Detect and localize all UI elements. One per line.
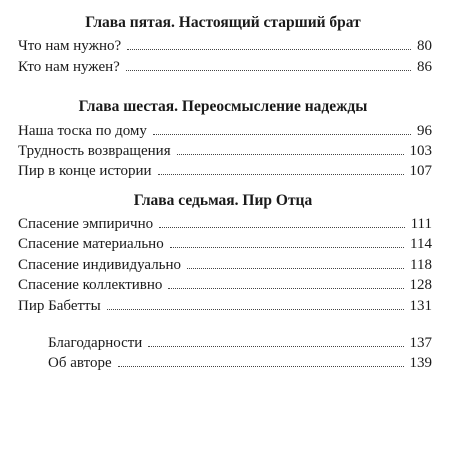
toc-entry-label: Трудность возвращения bbox=[18, 143, 171, 159]
dot-leader bbox=[187, 268, 404, 269]
toc-entry-page: 128 bbox=[409, 277, 432, 293]
dot-leader bbox=[118, 366, 404, 367]
toc-entry-page: 96 bbox=[417, 123, 432, 139]
toc-entry-page: 118 bbox=[410, 257, 432, 273]
dot-leader bbox=[148, 346, 403, 347]
toc-entry[interactable] bbox=[18, 36, 432, 56]
toc-entry-label: Спасение материально bbox=[18, 236, 164, 252]
toc-entry[interactable] bbox=[18, 161, 432, 181]
chapter-title: Глава шестая. Переосмысление надежды bbox=[78, 98, 368, 115]
toc-entry-page: 103 bbox=[409, 143, 432, 159]
toc-entry-label: Спасение эмпирично bbox=[18, 216, 154, 232]
dot-leader bbox=[153, 134, 411, 135]
toc-entry-label: Что нам нужно? bbox=[18, 38, 122, 54]
toc-entry-label: Пир Бабетты bbox=[18, 298, 101, 314]
chapter-title: Глава седьмая. Пир Отца bbox=[133, 192, 313, 209]
toc-entry-page: 114 bbox=[410, 236, 432, 252]
dot-leader bbox=[126, 70, 411, 71]
toc-entry-back-matter[interactable] bbox=[48, 353, 432, 373]
dot-leader bbox=[158, 174, 404, 175]
toc-entry-back-matter[interactable] bbox=[48, 333, 432, 353]
toc-entry[interactable] bbox=[18, 121, 432, 141]
dot-leader bbox=[127, 49, 411, 50]
toc-entry-label: Спасение индивидуально bbox=[18, 257, 182, 273]
chapter-title: Глава пятая. Настоящий старший брат bbox=[85, 14, 361, 31]
toc-entry[interactable] bbox=[18, 141, 432, 161]
toc-entry-label: Наша тоска по дому bbox=[18, 123, 147, 139]
toc-entry-page: 111 bbox=[410, 216, 432, 232]
toc-entry-label: Об авторе bbox=[48, 355, 112, 371]
toc-entry-page: 131 bbox=[409, 298, 432, 314]
toc-entry-label: Пир в конце истории bbox=[18, 163, 152, 179]
toc-entry-page: 137 bbox=[409, 335, 432, 351]
toc-entry[interactable] bbox=[18, 275, 432, 295]
toc-entry[interactable] bbox=[18, 57, 432, 77]
toc-entry-page: 86 bbox=[417, 59, 432, 75]
toc-entry-label: Спасение коллективно bbox=[18, 277, 163, 293]
toc-entry-page: 80 bbox=[417, 38, 432, 54]
dot-leader bbox=[107, 309, 404, 310]
toc-entry[interactable] bbox=[18, 296, 432, 316]
toc-entry[interactable] bbox=[18, 214, 432, 234]
toc-entry-page: 139 bbox=[409, 355, 432, 371]
dot-leader bbox=[168, 288, 403, 289]
dot-leader bbox=[177, 154, 404, 155]
dot-leader bbox=[159, 227, 405, 228]
toc-entry-label: Благодарности bbox=[48, 335, 143, 351]
toc-entry-page: 107 bbox=[409, 163, 432, 179]
toc-entry[interactable] bbox=[18, 255, 432, 275]
toc-entry[interactable] bbox=[18, 234, 432, 254]
dot-leader bbox=[170, 247, 404, 248]
toc-entry-label: Кто нам нужен? bbox=[18, 59, 120, 75]
